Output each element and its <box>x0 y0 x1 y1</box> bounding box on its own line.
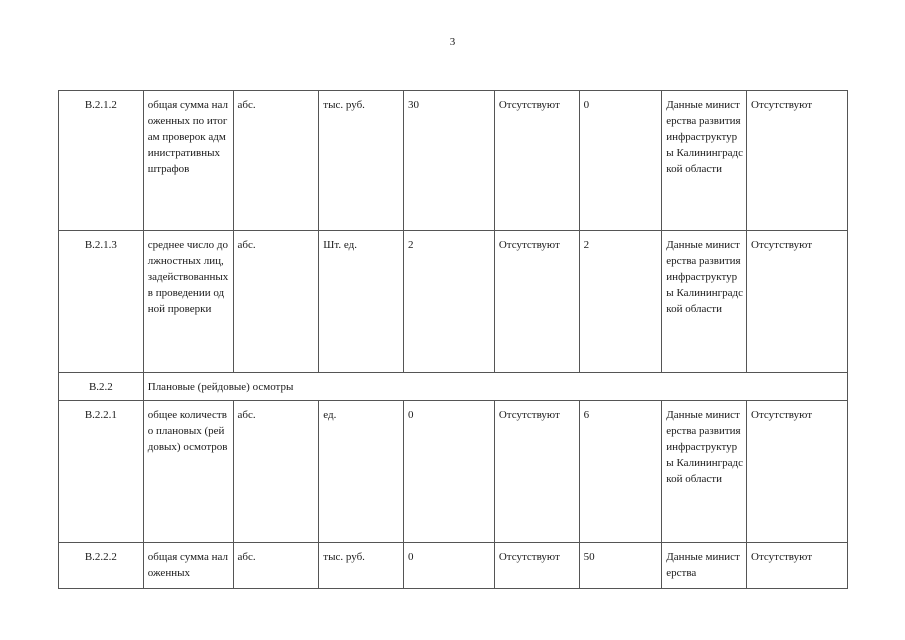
value-cell: Отсутствуют <box>747 231 848 373</box>
source-cell: Данные министерства развития инфраструктуры Калининградской области <box>662 91 747 231</box>
source-cell: Данные министерства развития инфраструктуры Калининградской области <box>662 231 747 373</box>
value-cell: 50 <box>579 543 662 589</box>
table-row <box>59 231 848 373</box>
indicator-name: среднее число должностных лиц, задействованных в проведении одной проверки <box>143 231 233 373</box>
value-cell: 0 <box>404 543 495 589</box>
value-cell: 0 <box>579 91 662 231</box>
indicator-name: общая сумма наложенных по итогам проверок административных штрафов <box>143 91 233 231</box>
table-row <box>59 543 848 589</box>
indicator-code: В.2.2.2 <box>59 543 144 589</box>
unit-type-cell: абс. <box>233 91 319 231</box>
unit-cell: тыс. руб. <box>319 543 404 589</box>
value-cell: Отсутствуют <box>494 401 579 543</box>
value-cell: Отсутствуют <box>494 91 579 231</box>
unit-cell: ед. <box>319 401 404 543</box>
unit-type-cell: абс. <box>233 401 319 543</box>
value-cell: 0 <box>404 401 495 543</box>
unit-cell: Шт. ед. <box>319 231 404 373</box>
unit-type-cell: абс. <box>233 543 319 589</box>
indicator-name: общая сумма наложенных <box>143 543 233 589</box>
indicator-code: В.2.1.2 <box>59 91 144 231</box>
unit-cell: тыс. руб. <box>319 91 404 231</box>
section-title: Плановые (рейдовые) осмотры <box>143 373 847 401</box>
value-cell: 2 <box>404 231 495 373</box>
value-cell: Отсутствуют <box>747 401 848 543</box>
indicator-code: В.2.1.3 <box>59 231 144 373</box>
indicators-table <box>58 90 848 589</box>
unit-type-cell: абс. <box>233 231 319 373</box>
value-cell: 30 <box>404 91 495 231</box>
page-number: 3 <box>449 36 456 48</box>
indicator-name: общее количество плановых (рейдовых) осмотров <box>143 401 233 543</box>
value-cell: Отсутствуют <box>747 543 848 589</box>
value-cell: Отсутствуют <box>747 91 848 231</box>
source-cell: Данные министерства развития инфраструктуры Калининградской области <box>662 401 747 543</box>
indicator-code: В.2.2.1 <box>59 401 144 543</box>
value-cell: Отсутствуют <box>494 231 579 373</box>
section-code: В.2.2 <box>59 373 144 401</box>
table-row <box>59 401 848 543</box>
value-cell: Отсутствуют <box>494 543 579 589</box>
value-cell: 6 <box>579 401 662 543</box>
section-row <box>59 373 848 401</box>
table-row <box>59 91 848 231</box>
value-cell: 2 <box>579 231 662 373</box>
source-cell: Данные министерства <box>662 543 747 589</box>
